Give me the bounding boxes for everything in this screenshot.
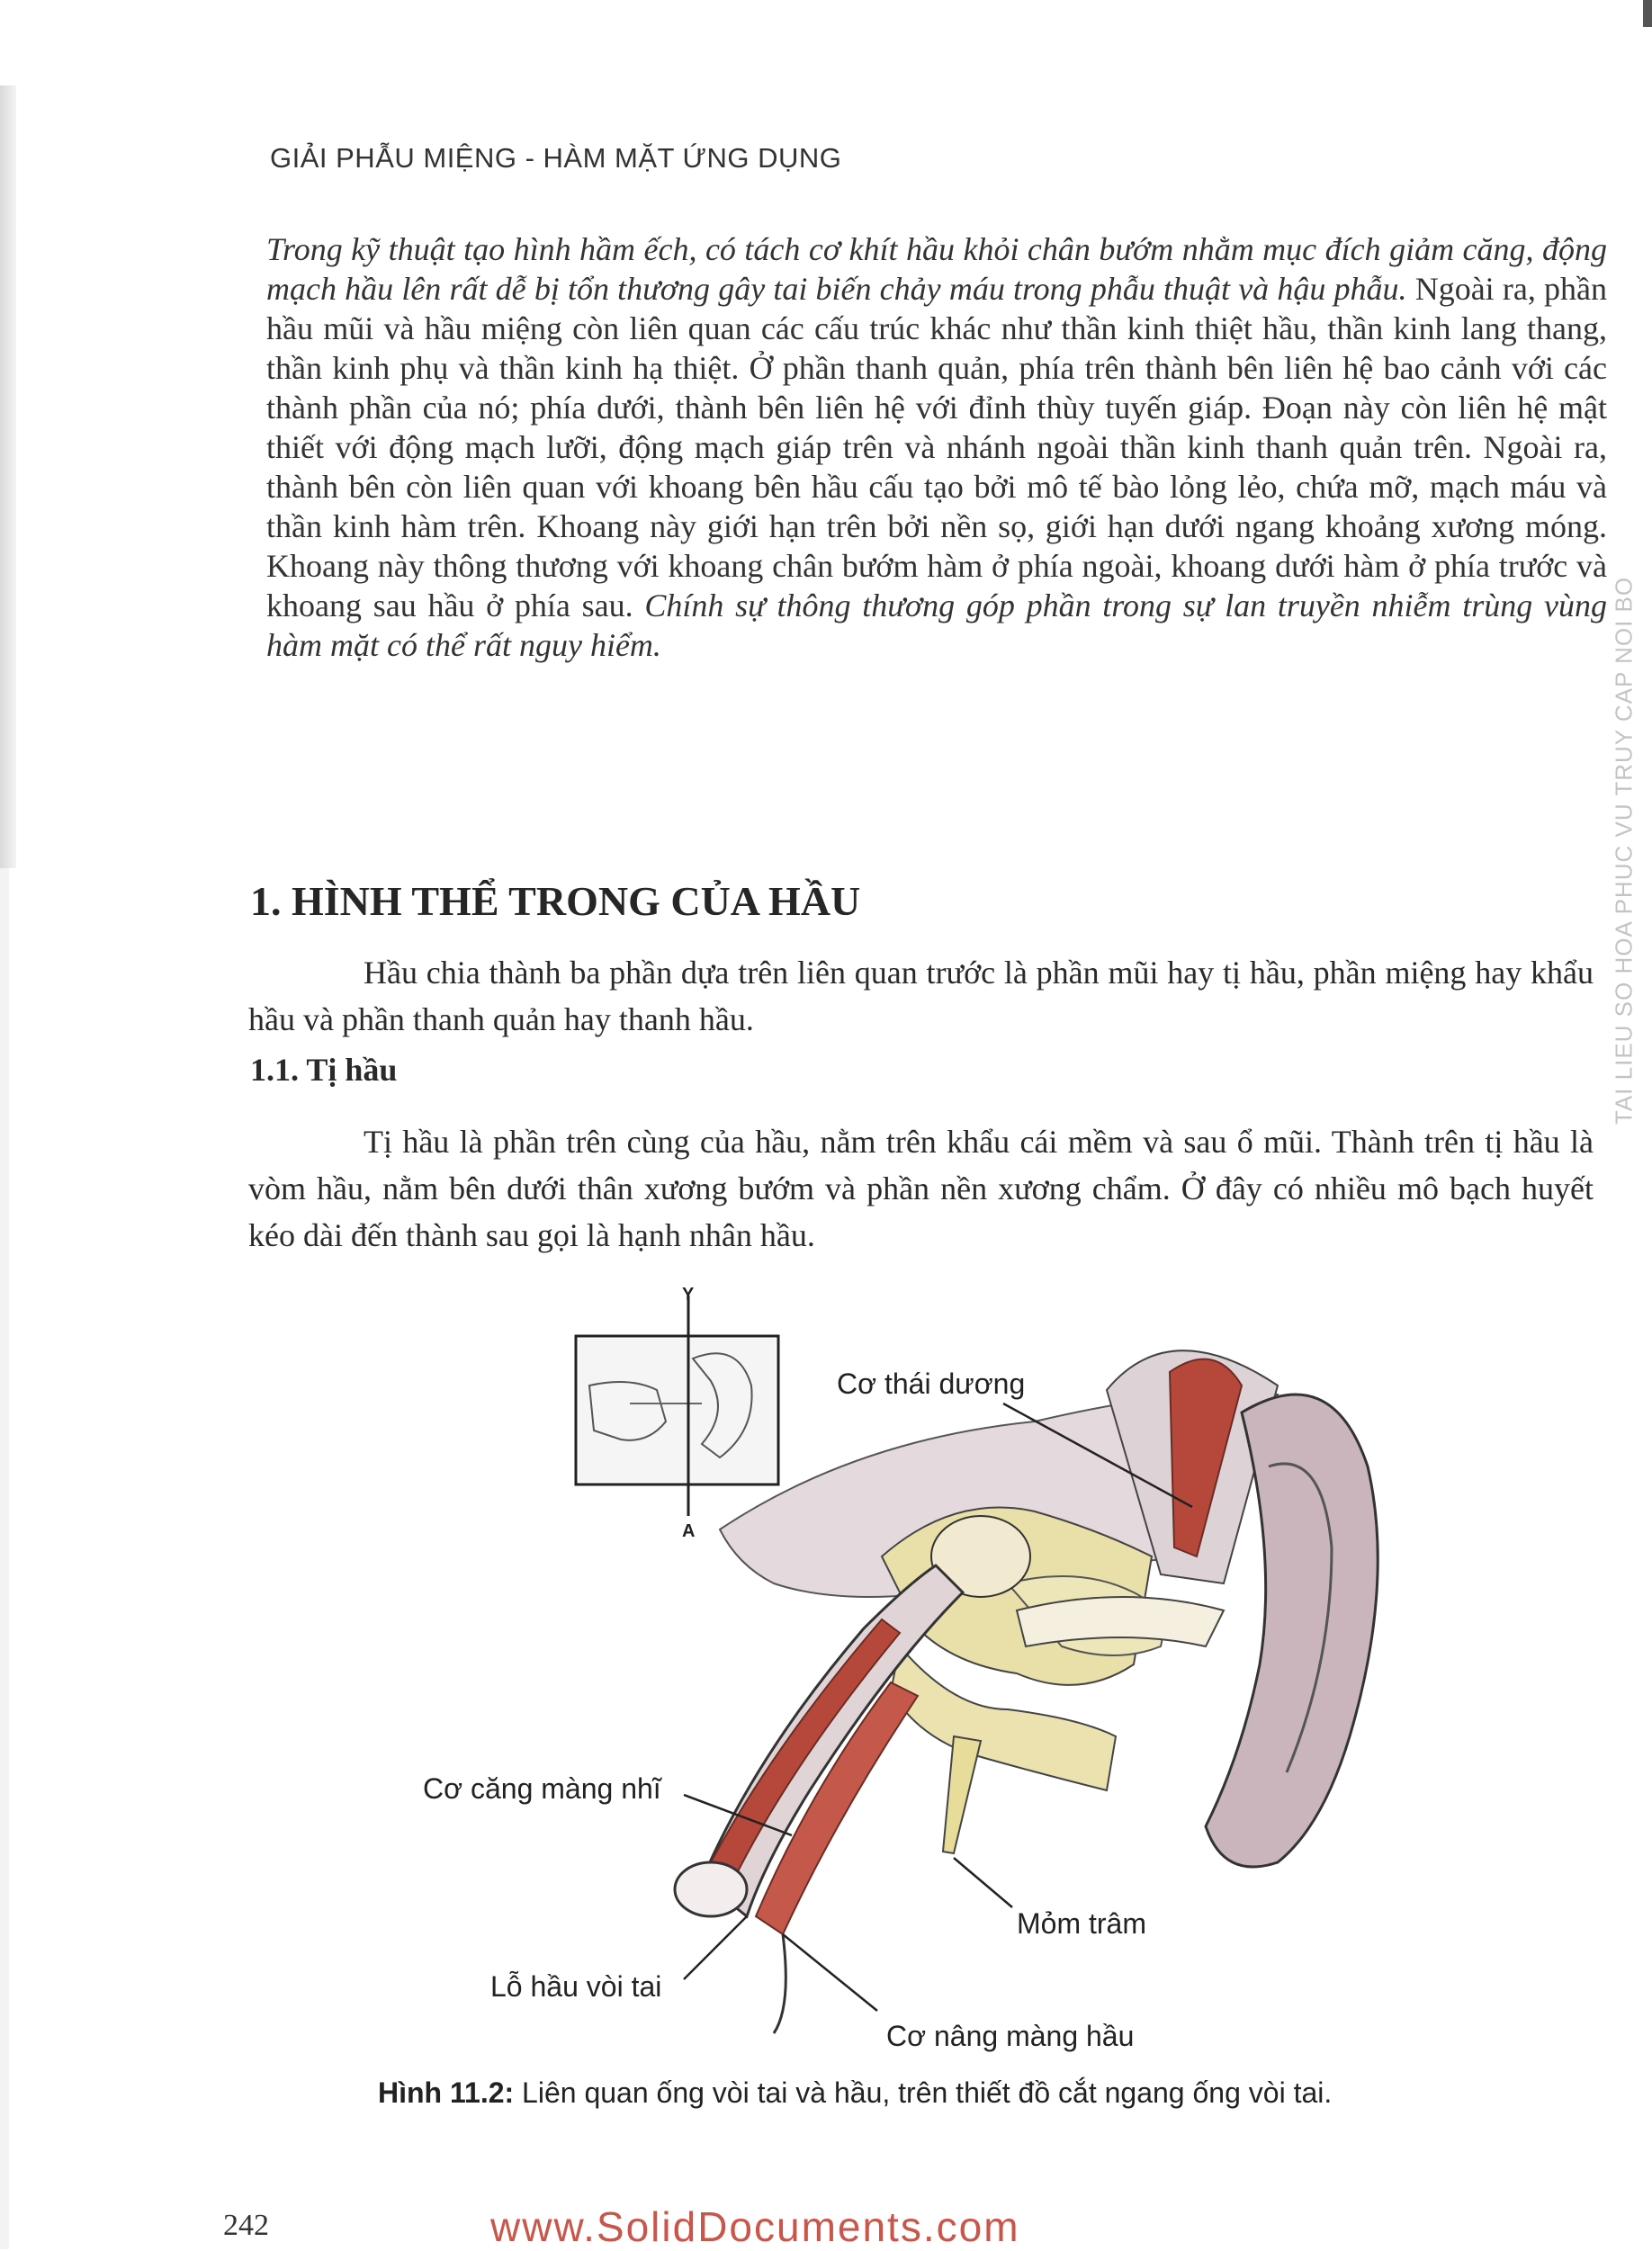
caption-text: Liên quan ống vòi tai và hầu, trên thiết đồ cắt ngang ống vòi tai. xyxy=(514,2076,1333,2109)
subsection-title: 1.1. Tị hầu xyxy=(250,1052,398,1088)
label-styloid: Mỏm trâm xyxy=(1017,1907,1146,1940)
caption-label: Hình 11.2: xyxy=(378,2076,515,2109)
scan-edge-shadow xyxy=(0,85,16,868)
inset-marker-top: Y xyxy=(682,1287,695,1305)
orientation-inset xyxy=(576,1296,778,1516)
anatomy-figure xyxy=(0,1287,1652,2078)
section-paragraph: Hầu chia thành ba phần dựa trên liên quan trước là phần mũi hay tị hầu, phần miệng hay khẩu hầu và phần thanh quản hay thanh hầu. xyxy=(248,955,1594,1037)
figure-caption xyxy=(378,2076,1332,2110)
label-levator-palati: Cơ nâng màng hầu xyxy=(886,2020,1135,2052)
intro-body: Ngoài ra, phần hầu mũi và hầu miệng còn liên quan các cấu trúc khác như thần kinh thiệt hầu, thần kinh lang thang, thần kinh phụ và thần kinh hạ thiệt. Ở phần thanh quản, phía trên thành bên liên hệ bao cảnh với các thành phần của nó; phía dưới, thành bên liên hệ với đỉnh thùy tuyến giáp. Đoạn này còn liên hệ mật thiết với động mạch lưỡi, động mạch giáp trên và nhánh ngoài thần kinh thanh quản trên. Ngoài ra, thành bên còn liên quan với khoang bên hầu cấu tạo bởi mô tế bào lỏng lẻo, chứa mỡ, mạch máu và thần kinh hàm trên. Khoang này giới hạn trên bởi nền sọ, giới hạn dưới ngang khoảng xương móng. Khoang này thông thương với khoang chân bướm hàm ở phía ngoài, khoang dưới hàm ở phía trước và khoang sau hầu ở phía sau. xyxy=(266,271,1607,623)
ear-cross-section-illustration xyxy=(0,1287,1652,2078)
page-number: 242 xyxy=(223,2209,269,2242)
running-header: GIẢI PHẪU MIỆNG - HÀM MẶT ỨNG DỤNG xyxy=(270,142,842,174)
corner-mark xyxy=(1643,0,1652,27)
intro-italic-start: Trong kỹ thuật tạo hình hầm ếch, có tách cơ khít hầu khỏi chân bướm nhằm mục đích giảm căng, động mạch hầu lên rất dễ bị tổn thương gây tai biến chảy máu trong phẫu thuật và hậu phẫu. xyxy=(266,231,1607,307)
label-tube-orifice: Lỗ hầu vòi tai xyxy=(490,1970,662,2003)
inset-marker-bottom: A xyxy=(682,1521,696,1541)
intro-italic-end: Chính sự thông thương góp phần trong sự lan truyền nhiễm trùng vùng hàm mặt có thể rất nguy hiểm. xyxy=(266,587,1607,663)
label-tensor-tympani: Cơ căng màng nhĩ xyxy=(423,1772,661,1805)
intro-paragraph xyxy=(266,229,1607,665)
label-temporalis: Cơ thái dương xyxy=(837,1368,1026,1400)
vertical-watermark: TAI LIEU SO HOA PHUC VU TRUY CAP NOI BO xyxy=(1610,576,1638,1126)
subsection-paragraph: Tị hầu là phần trên cùng của hầu, nằm trên khẩu cái mềm và sau ổ mũi. Thành trên tị hầu là vòm hầu, nằm bên dưới thân xương bướm và phần nền xương chẩm. Ở đây có nhiều mô bạch huyết kéo dài đến thành sau gọi là hạnh nhân hầu. xyxy=(248,1124,1594,1253)
section-title: 1. HÌNH THỂ TRONG CỦA HẦU xyxy=(250,878,861,924)
footer-watermark-url: www.SolidDocuments.com xyxy=(490,2203,1020,2250)
